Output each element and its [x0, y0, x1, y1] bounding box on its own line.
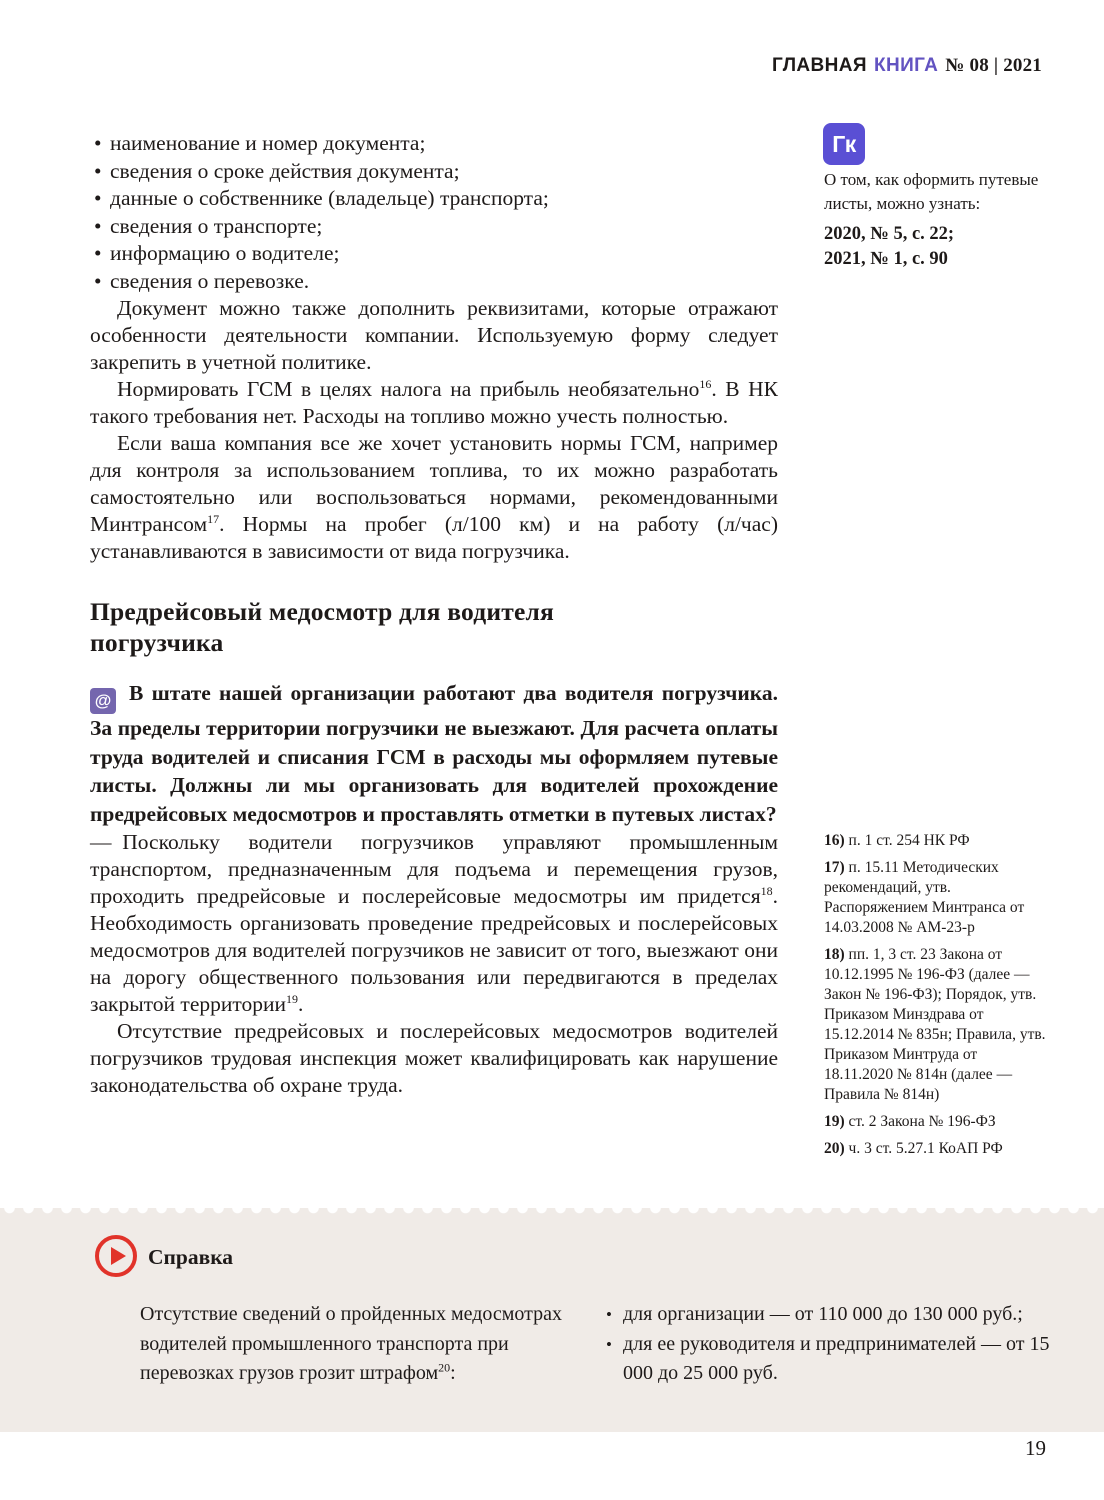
list-item: • информацию о водителе;	[90, 240, 778, 268]
sidebar-note-text: О том, как оформить путевые листы, можно узнать:	[824, 170, 1039, 213]
footnote-marker: 20	[438, 1360, 451, 1375]
footnote-number: 18)	[824, 946, 849, 963]
footnote-number: 17)	[824, 859, 849, 876]
issue-number: № 08 | 2021	[945, 55, 1042, 76]
paragraph: Нормировать ГСМ в целях налога на прибыль необязательно$^{16}$. В НК такого требования нет. Расходы на топливо можно учесть полностью.	[90, 376, 778, 428]
footnote: 16) п. 1 ст. 254 НК РФ	[824, 832, 970, 849]
footnote-number: 20)	[824, 1140, 849, 1157]
list-item: • сведения о сроке действия документа;	[90, 158, 778, 186]
answer-block	[90, 829, 778, 1099]
list-item: • сведения о транспорте;	[90, 213, 778, 241]
brand-name-accent: КНИГА	[873, 55, 939, 76]
question	[90, 679, 778, 828]
footnote: 17) п. 15.11 Методических рекомендаций, утв. Распоряжением Минтранса от 14.03.2008 № АМ-23-р	[824, 859, 1025, 936]
intro-paragraphs	[90, 295, 778, 565]
refbox-text: Отсутствие сведений о пройденных медосмотрах водителей промышленного транспорта при перевозках грузов грозит штрафом$^{20}$:	[140, 1303, 563, 1384]
footnote: 18) пп. 1, 3 ст. 23 Закона от 10.12.1995 № 196-ФЗ (далее — Закон № 196-ФЗ); Порядок, утв. Приказом Минздрава от 15.12.2014 № 835н; Правила, утв. Приказом Минтруда от 18.11.2020 № 814н (далее — Правила № 814н)	[824, 946, 1046, 1103]
footnote-marker: 18	[760, 883, 773, 898]
footnote-marker: 19	[286, 991, 298, 1006]
refbox-fines	[604, 1300, 1050, 1389]
footnote-marker: 16	[699, 376, 712, 391]
reference-box	[0, 1208, 1104, 1432]
answer-paragraph: Отсутствие предрейсовых и послерейсовых медосмотров водителей погрузчиков трудовая инспекция может квалифицировать как нарушение законодательства об охране труда.	[90, 1019, 778, 1097]
list-item: • сведения о перевозке.	[90, 268, 778, 296]
gk-logo-icon: Гк	[823, 123, 865, 165]
paragraph: Если ваша компания все же хочет установить нормы ГСМ, например для контроля за использованием топлива, то их можно разработать самостоятельно или воспользоваться нормами, рекомендованными Минтрансом$^{17}$. Нормы на пробег (л/100 км) и на работу (л/час) устанавливаются в зависимости от вида погрузчика.	[90, 431, 778, 563]
section-heading: Предрейсовый медосмотр для водителя погрузчика	[90, 597, 554, 657]
fines-list	[604, 1300, 1050, 1389]
issue-reference: 2021, № 1, с. 90	[824, 249, 948, 269]
sidebar-refs	[824, 222, 1042, 272]
question-text: В штате нашей организации работают два водителя погрузчика. За пределы территории погрузчики не выезжают. Для расчета оплаты труда водителей и списания ГСМ в расходы мы оформляем путевые листы. Должны ли мы организовать для водителей прохождение предрейсовых медосмотров и проставлять отметки в путевых листах?	[90, 681, 778, 826]
page-number: 19	[1025, 1436, 1046, 1460]
footnote-marker: 17	[207, 511, 220, 526]
footnote: 20) ч. 3 ст. 5.27.1 КоАП РФ	[824, 1140, 1003, 1157]
brand-name-main: ГЛАВНАЯ	[772, 55, 867, 76]
footnote-number: 16)	[824, 832, 849, 849]
sidebar-note	[824, 168, 1042, 272]
answer-paragraph: — Поскольку водители погрузчиков управляют промышленным транспортом, предназначенным для подъема и перемещения грузов, проходить предрейсовые и послерейсовые медосмотры им придется$^{18}$. Необходимость организовать проведение предрейсовых и послерейсовых медосмотров для водителей погрузчиков не зависит от того, выезжают они на дорогу общественного пользования или передвигаются в пределах закрытой территории$^{19}$.	[90, 830, 778, 1016]
play-circle-icon	[95, 1235, 137, 1277]
footnote: 19) ст. 2 Закона № 196-ФЗ	[824, 1113, 996, 1130]
play-triangle-icon	[111, 1247, 126, 1265]
page-header	[772, 55, 1042, 77]
at-icon: @	[90, 688, 116, 714]
article-body	[90, 130, 778, 1099]
paragraph: Документ можно также дополнить реквизитами, которые отражают особенности деятельности компании. Используемую форму следует закрепить в учетной политике.	[90, 296, 778, 374]
fine-item: • для организации — от 110 000 до 130 000 руб.;	[604, 1300, 1050, 1330]
issue-reference: 2020, № 5, с. 22;	[824, 224, 955, 244]
footnotes	[824, 831, 1048, 1166]
footnote-number: 19)	[824, 1113, 849, 1130]
requisites-list	[90, 130, 778, 295]
fine-item: • для ее руководителя и предпринимателей — от 15 000 до 25 000 руб.	[604, 1330, 1050, 1389]
list-item: • данные о собственнике (владельце) транспорта;	[90, 185, 778, 213]
reference-box-title: Справка	[148, 1245, 234, 1269]
list-item: • наименование и номер документа;	[90, 130, 778, 158]
